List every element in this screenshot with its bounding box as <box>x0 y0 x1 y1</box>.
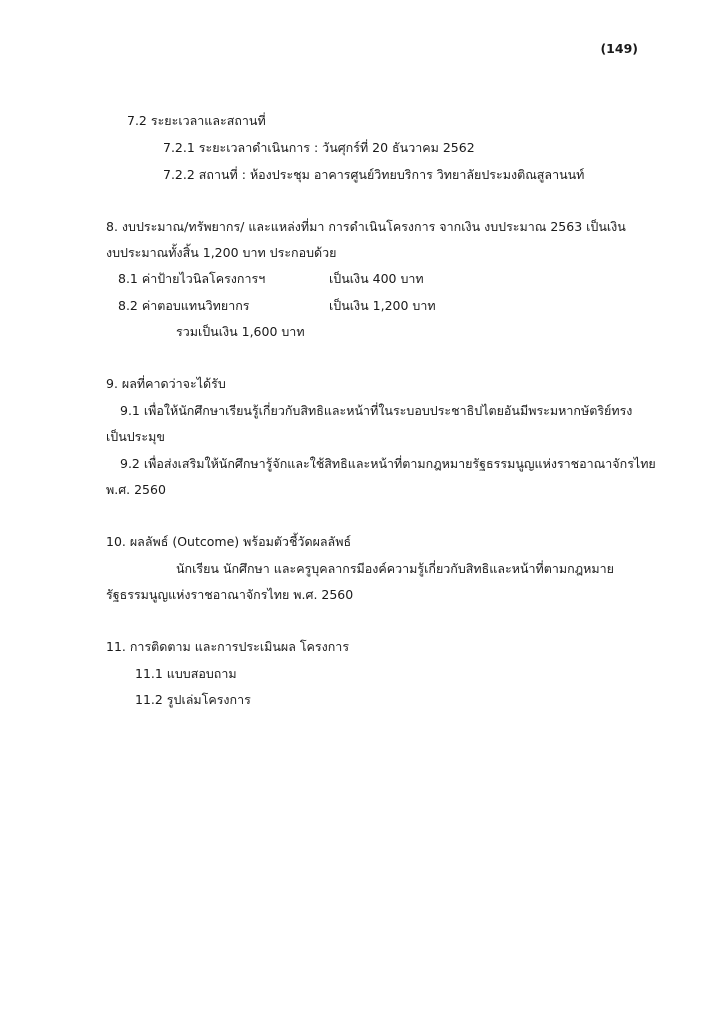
section-8-2-label: 8.2 ค่าตอบแทนวิทยากร <box>118 298 250 313</box>
section-8-1-label: 8.1 ค่าป้ายไวนิลโครงการฯ <box>118 271 266 286</box>
section-8-line-1: 8. งบประมาณ/ทรัพยากร/ และแหล่งที่มา การดำเนินโครงการ จากเงิน งบประมาณ 2563 เป็นเงิน <box>106 219 626 234</box>
section-7-2-heading: 7.2 ระยะเวลาและสถานที่ <box>127 113 266 128</box>
section-11-heading: 11. การติดตาม และการประเมินผล โครงการ <box>106 639 350 654</box>
section-8-2-amount: เป็นเงิน 1,200 บาท <box>329 298 436 313</box>
section-11-1: 11.1 แบบสอบถาม <box>135 666 237 681</box>
section-10-heading: 10. ผลลัพธ์ (Outcome) พร้อมตัวชี้วัดผลลัพธ์ <box>106 534 352 549</box>
section-10-line-2: รัฐธรรมนูญแห่งราชอาณาจักรไทย พ.ศ. 2560 <box>106 587 354 602</box>
section-7-2-2: 7.2.2 สถานที่ : ห้องประชุม อาคารศูนย์วิทยบริการ วิทยาลัยประมงติณสูลานนท์ <box>163 167 585 182</box>
section-9-heading: 9. ผลที่คาดว่าจะได้รับ <box>106 376 226 391</box>
section-8-line-2: งบประมาณทั้งสิ้น 1,200 บาท ประกอบด้วย <box>106 245 337 260</box>
page-number: (149) <box>600 41 638 56</box>
section-9-1-line-1: 9.1 เพื่อให้นักศึกษาเรียนรู้เกี่ยวกับสิทธิและหน้าที่ในระบอบประชาธิปไตยอันมีพระมหากษัตริย์ทรง <box>120 403 633 418</box>
section-11-2: 11.2 รูปเล่มโครงการ <box>135 692 251 707</box>
section-10-line-1: นักเรียน นักศึกษา และครูบุคลากรมีองค์ความรู้เกี่ยวกับสิทธิและหน้าที่ตามกฎหมาย <box>176 561 614 576</box>
section-8-1-amount: เป็นเงิน 400 บาท <box>329 271 424 286</box>
section-9-1-line-2: เป็นประมุข <box>106 429 165 444</box>
section-7-2-1: 7.2.1 ระยะเวลาดำเนินการ : วันศุกร์ที่ 20 ธันวาคม 2562 <box>163 140 475 155</box>
section-9-2-line-1: 9.2 เพื่อส่งเสริมให้นักศึกษารู้จักและใช้สิทธิและหน้าที่ตามกฎหมายรัฐธรรมนูญแห่งราชอาณาจักรไทย <box>120 456 656 471</box>
section-9-2-line-2: พ.ศ. 2560 <box>106 482 166 497</box>
section-8-total: รวมเป็นเงิน 1,600 บาท <box>176 324 305 339</box>
